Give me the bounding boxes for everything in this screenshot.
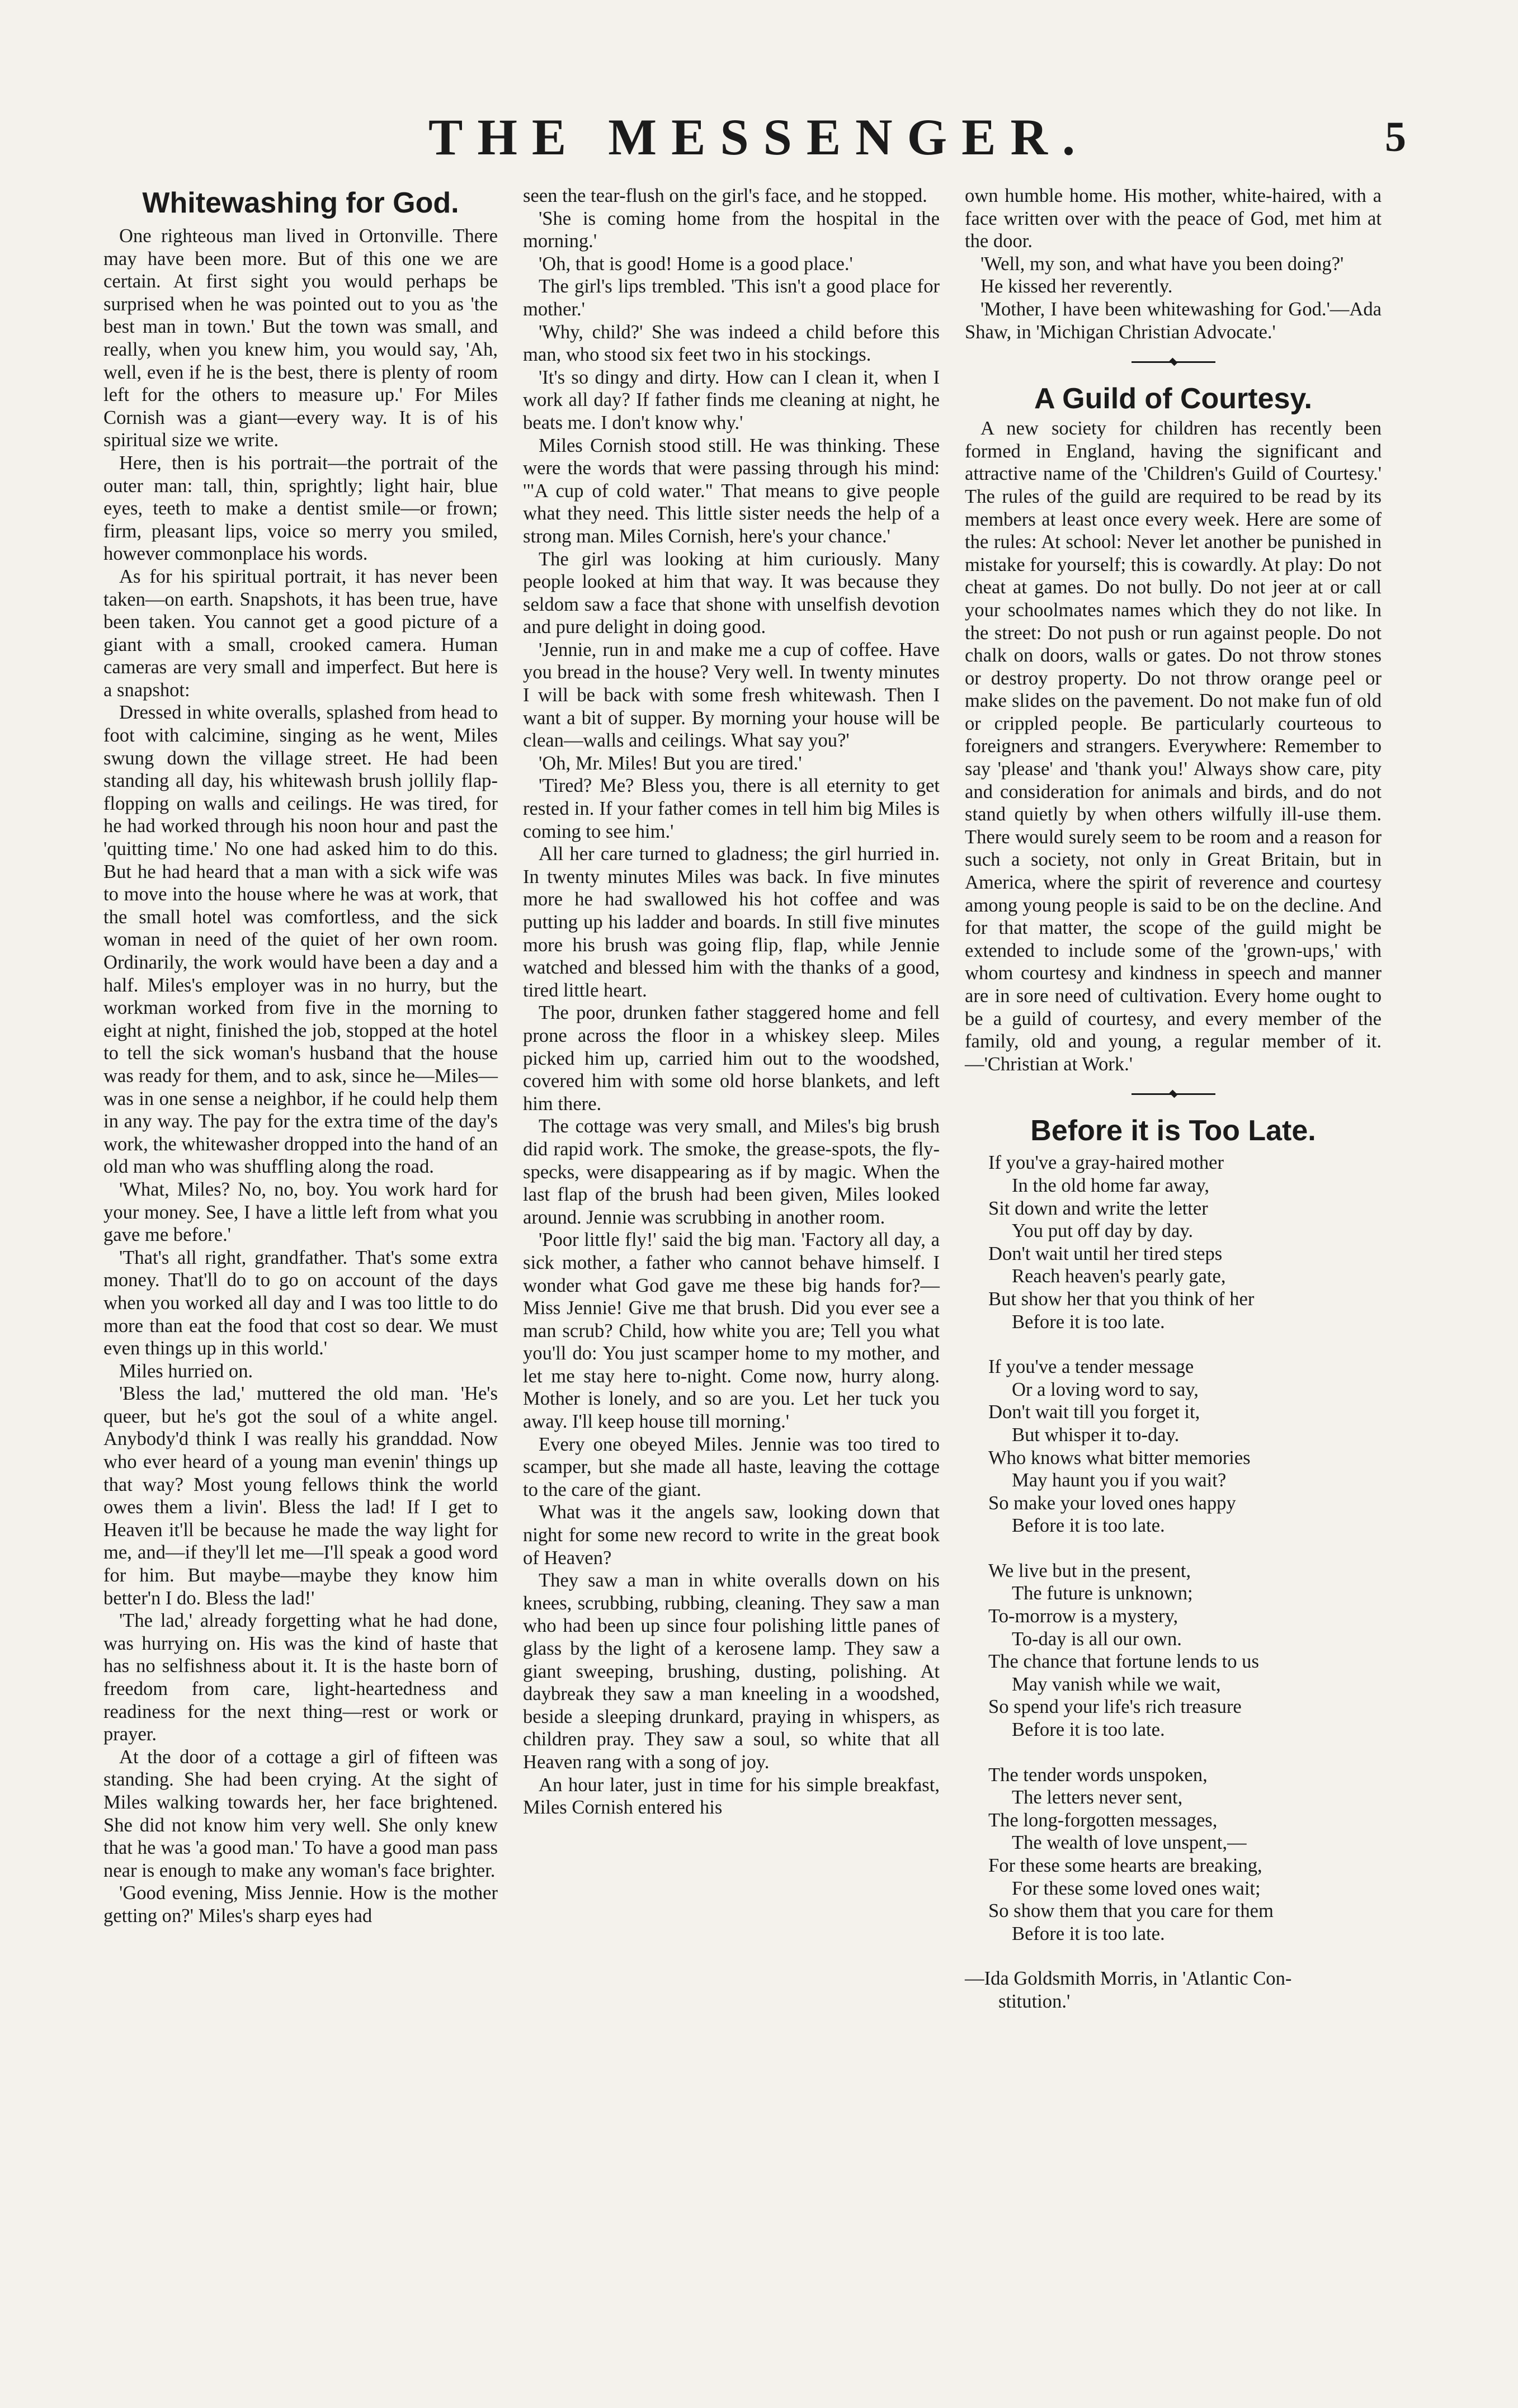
paragraph: 'She is coming home from the hospital in the morning.' bbox=[523, 207, 940, 252]
poem-line: Who knows what bitter memories bbox=[988, 1447, 1251, 1469]
paragraph: 'Good evening, Miss Jennie. How is the mother getting on?' Miles's sharp eyes had bbox=[103, 1882, 498, 1927]
paragraph: 'Oh, that is good! Home is a good place.' bbox=[539, 253, 853, 275]
paragraph: What was it the angels saw, looking down that night for some new record to write in the great book of Heaven? bbox=[523, 1502, 940, 1569]
paragraph: 'That's all right, grandfather. That's some extra money. That'll do to go on account of the days when you worked all day and I was too little to do more than eat the food that cost so dear. We must even things up in this world.' bbox=[103, 1247, 498, 1359]
paragraph: own humble home. His mother, white-haired, with a face written over with the peace of God, met him at the door. bbox=[965, 185, 1382, 252]
paragraph: 'Why, child?' She was indeed a child before this man, who stood six feet two in his stockings. bbox=[523, 321, 940, 366]
poem-line: If you've a tender message bbox=[988, 1356, 1194, 1378]
attribution-line: —Ida Goldsmith Morris, in 'Atlantic Con- bbox=[965, 1968, 1292, 1990]
poem-line: We live but in the present, bbox=[988, 1560, 1191, 1581]
poem-line: For these some hearts are breaking, bbox=[988, 1855, 1262, 1876]
poem bbox=[965, 1151, 1382, 2013]
poem-line: Before it is too late. bbox=[1012, 1311, 1165, 1333]
article-heading-guild: A Guild of Courtesy. bbox=[1034, 383, 1312, 416]
paragraph: 'Oh, Mr. Miles! But you are tired.' bbox=[539, 752, 802, 774]
paragraph: All her care turned to gladness; the girl hurried in. In twenty minutes Miles was back. In five minutes more he had swallowed his hot coffee and was putting up his ladder and boards. In still five minutes more his brush was going flip, flap, while Jennie watched and blessed him with the thanks of a good, tired little heart. bbox=[523, 843, 940, 1001]
paragraph: At the door of a cottage a girl of fifteen was standing. She had been crying. At the sight of Miles walking towards her, her face brightened. She did not know him very well. She only knew that he was 'a good man.' To have a good man pass near is enough to make any woman's face brighter. bbox=[103, 1746, 498, 1881]
article-heading-whitewashing: Whitewashing for God. bbox=[142, 187, 459, 219]
stanza bbox=[965, 1764, 1382, 1946]
poem-line: So show them that you care for them bbox=[988, 1900, 1274, 1922]
paragraph: 'The lad,' already forgetting what he had done, was hurrying on. His was the kind of haste that has no selfishness about it. It is the haste born of freedom from care, light-heartedness and readiness for the next thing—rest or work or prayer. bbox=[103, 1610, 498, 1745]
poem-line: For these some loved ones wait; bbox=[1012, 1877, 1261, 1899]
poem-line: You put off day by day. bbox=[1012, 1220, 1194, 1242]
paragraph: 'Well, my son, and what have you been doing?' bbox=[980, 253, 1344, 275]
column-2 bbox=[523, 185, 940, 1819]
paragraph: An hour later, just in time for his simple breakfast, Miles Cornish entered his bbox=[523, 1774, 940, 1819]
stanza bbox=[965, 1151, 1382, 1333]
newspaper-title: THE MESSENGER. bbox=[428, 108, 1090, 166]
paragraph: They saw a man in white overalls down on his knees, scrubbing, rubbing, cleaning. They saw a man who had been up since four polishing little panes of glass by the light of a kerosene lamp. They saw a giant sweeping, brushing, dusting, polishing. At daybreak they saw a man kneeling in a woodshed, beside a sleeping drunkard, praying in whispers, as children pray. They saw a soul, so white that all Heaven rang with a song of joy. bbox=[523, 1570, 940, 1773]
poem-line: Reach heaven's pearly gate, bbox=[1012, 1266, 1226, 1287]
paragraph: 'Bless the lad,' muttered the old man. 'He's queer, but he's got the soul of a white angel. Anybody'd think I was really his granddad. Now who ever heard of a young man evenin' things up that way? Most young fellows think the world owes them a livin'. Bless the lad! If I get to Heaven it'll be because he made the way light for me, and—if they'll let me—I'll speak a good word for him. But maybe—maybe they know him better'n I do. Bless the lad!' bbox=[103, 1383, 498, 1609]
poem-line: The long-forgotten messages, bbox=[988, 1809, 1218, 1831]
poem-line: Or a loving word to say, bbox=[1012, 1378, 1199, 1400]
poem-line: The tender words unspoken, bbox=[988, 1764, 1208, 1786]
paragraph: He kissed her reverently. bbox=[980, 276, 1173, 298]
column-1 bbox=[103, 185, 498, 1928]
poem-line: Sit down and write the letter bbox=[988, 1197, 1208, 1219]
paragraph: As for his spiritual portrait, it has never been taken—on earth. Snapshots, it has been true, have been taken. You cannot get a good picture of a giant with a small, crooked camera. Human cameras are very small and imperfect. But here is a snapshot: bbox=[103, 565, 498, 701]
poem-line: In the old home far away, bbox=[1012, 1174, 1210, 1196]
poem-line: So make your loved ones happy bbox=[988, 1492, 1236, 1514]
paragraph: One righteous man lived in Ortonville. There may have been more. But of this one we are certain. At first sight you would perhaps be surprised when he was pointed out to you as 'the best man in town.' But the town was small, and really, when you knew him, you would say, 'Ah, well, even if he is the best, there is plenty of room left for the others to measure up.' For Miles Cornish was a giant—every way. It is of his spiritual size we write. bbox=[103, 225, 498, 451]
poem-attribution bbox=[965, 1967, 1382, 2013]
paragraph: Dressed in white overalls, splashed from head to foot with calcimine, singing as he went, Miles swung down the village street. He had been standing all day, his whitewash brush jollily flap-flopping on walls and ceilings. He was tired, for he had worked through his noon hour and past the 'quitting time.' No one had asked him to do this. But he had heard that a man with a sick wife was to move into the house where he was at work, that the small hotel was comfortless, and the sick woman in need of the quiet of her own room. Ordinarily, the work would have been a day and a half. Miles's employer was in no hurry, but the workman worked from five in the morning to eight at night, finished the job, stopped at the hotel to tell the sick woman's husband that the house was ready for them, and to ask, since he—Miles—was in one sense a neighbor, if he could help them in any way. The pay for the extra time of the day's work, the whitewasher dropped into the hand of an old man who was shuffling along the road. bbox=[103, 702, 498, 1178]
poem-line: Before it is too late. bbox=[1012, 1923, 1165, 1944]
poem-line: The wealth of love unspent,— bbox=[1012, 1832, 1247, 1854]
section-divider bbox=[1132, 358, 1215, 366]
paragraph: 'Tired? Me? Bless you, there is all eternity to get rested in. If your father comes in tell him big Miles is coming to see him.' bbox=[523, 775, 940, 842]
poem-line: The future is unknown; bbox=[1012, 1583, 1193, 1604]
poem-line: So spend your life's rich treasure bbox=[988, 1696, 1242, 1718]
poem-line: But show her that you think of her bbox=[988, 1288, 1255, 1310]
paragraph: Miles hurried on. bbox=[119, 1360, 253, 1382]
stanza bbox=[965, 1356, 1382, 1537]
section-divider bbox=[1132, 1090, 1215, 1098]
paragraph: A new society for children has recently been formed in England, having the significant and attractive name of the 'Children's Guild of Courtesy.' The rules of the guild are required to be read by its members at least once every week. Here are some of the rules: At school: Never let another be punished in mistake for yourself; this is cowardly. At play: Do not cheat at games. Do not bully. Do not jeer at or call your schoolmates names which they do not like. In the street: Do not push or run against people. Do not chalk on doors, walls or gates. Do not throw stones or destroy property. Do not throw orange peel or make slides on the pavement. Do not make fun of old or crippled people. Be particularly courteous to foreigners and strangers. Everywhere: Remember to say 'please' and 'thank you!' Always show care, pity and consideration for animals and birds, and do not stand quietly by when others wilfully ill-use them. There would surely seem to be room and a reason for such a society, not only in Great Britain, but in America, where the spirit of reverence and courtesy among young people is said to be on the decline. And for that matter, the scope of the guild might be extended to include some of the 'grown-ups,' with whom courtesy and kindness in speech and manner are in sore need of cultivation. Every home ought to be a guild of courtesy, and every member of the family, old and young, a regular member of it.—'Christian at Work.' bbox=[965, 418, 1382, 1075]
poem-line: Before it is too late. bbox=[1012, 1719, 1165, 1741]
paragraph: 'Mother, I have been whitewashing for God.'—Ada Shaw, in 'Michigan Christian Advocate.' bbox=[965, 298, 1382, 343]
poem-line: Don't wait until her tired steps bbox=[988, 1243, 1223, 1264]
paragraph: The girl was looking at him curiously. Many people looked at him that way. It was because they seldom saw a face that shone with unselfish devotion and pure delight in doing good. bbox=[523, 548, 940, 638]
poem-line: Don't wait till you forget it, bbox=[988, 1401, 1200, 1423]
paragraph: Every one obeyed Miles. Jennie was too tired to scamper, but she made all haste, leaving the cottage to the care of the giant. bbox=[523, 1433, 940, 1500]
poem-heading: Before it is Too Late. bbox=[1030, 1115, 1316, 1148]
poem-line: To-day is all our own. bbox=[1012, 1628, 1182, 1650]
poem-line: May vanish while we wait, bbox=[1012, 1673, 1221, 1695]
stanza bbox=[965, 1560, 1382, 1741]
paragraph: 'What, Miles? No, no, boy. You work hard for your money. See, I have a little left from what you gave me before.' bbox=[103, 1178, 498, 1246]
column-3 bbox=[965, 185, 1382, 2013]
poem-line: But whisper it to-day. bbox=[1012, 1424, 1180, 1446]
poem-line: The letters never sent, bbox=[1012, 1787, 1183, 1809]
attribution-line: stitution.' bbox=[998, 1990, 1071, 2012]
masthead bbox=[0, 103, 1518, 182]
paragraph: 'Poor little fly!' said the big man. 'Factory all day, a sick mother, a father who cannot behave himself. I wonder what God gave me these big hands for?—Miss Jennie! Give me that brush. Did you ever see a man scrub? Child, how white you are; Tell you what you'll do: You just scamper home to my mother, and let me stay here to-night. Come now, hurry along. Mother is lonely, and so are you. Let her tuck you away. I'll keep house till morning.' bbox=[523, 1229, 940, 1433]
poem-line: Before it is too late. bbox=[1012, 1515, 1165, 1537]
page-number: 5 bbox=[1385, 114, 1406, 160]
paragraph: Here, then is his portrait—the portrait of the outer man: tall, thin, sprightly; light hair, blue eyes, teeth to make a dentist smile—or frown; firm, pleasant lips, voice so merry you smiled, however commonplace his words. bbox=[103, 452, 498, 565]
poem-line: The chance that fortune lends to us bbox=[988, 1651, 1259, 1673]
paragraph: The cottage was very small, and Miles's big brush did rapid work. The smoke, the grease-spots, the fly-specks, were disappearing as if by magic. When the last flap of the brush had been given, Miles looked around. Jennie was scrubbing in another room. bbox=[523, 1116, 940, 1228]
poem-line: To-morrow is a mystery, bbox=[988, 1606, 1178, 1627]
poem-line: May haunt you if you wait? bbox=[1012, 1470, 1227, 1491]
paragraph: seen the tear-flush on the girl's face, and he stopped. bbox=[523, 185, 927, 206]
paragraph: Miles Cornish stood still. He was thinking. These were the words that were passing through his mind: '"A cup of cold water." That means to give people what they need. This little sister needs the help of a strong man. Miles Cornish, here's your chance.' bbox=[523, 435, 940, 547]
poem-line: If you've a gray-haired mother bbox=[988, 1152, 1224, 1174]
paragraph: 'Jennie, run in and make me a cup of coffee. Have you bread in the house? Very well. In twenty minutes I will be back with some fresh whitewash. Then I want a bit of supper. By morning your house will be clean—walls and ceilings. What say you?' bbox=[523, 639, 940, 752]
paragraph: 'It's so dingy and dirty. How can I clean it, when I work all day? If father finds me cleaning at night, he beats me. I don't know why.' bbox=[523, 366, 940, 433]
paragraph: The girl's lips trembled. 'This isn't a good place for mother.' bbox=[523, 276, 940, 320]
paragraph: The poor, drunken father staggered home and fell prone across the floor in a whiskey sleep. Miles picked him up, carried him out to the woodshed, covered him with some old horse blankets, and left him there. bbox=[523, 1002, 940, 1115]
